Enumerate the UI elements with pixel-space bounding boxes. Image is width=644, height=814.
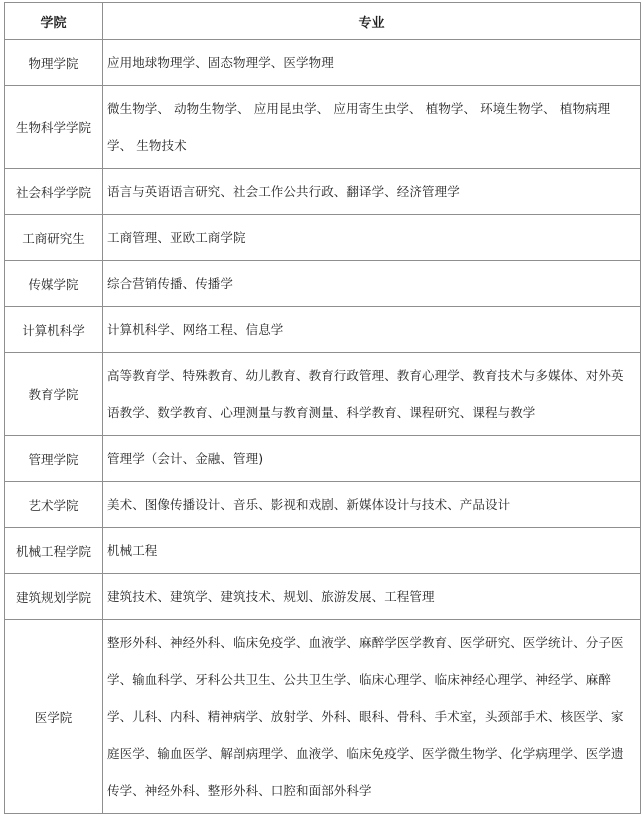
- table-row: [5, 261, 641, 307]
- majors-cell: 美术、图像传播设计、音乐、影视和戏剧、新媒体设计与技术、产品设计: [103, 482, 641, 528]
- table-row: [5, 215, 641, 261]
- majors-cell: 机械工程: [103, 528, 641, 574]
- table-row: [5, 307, 641, 353]
- majors-cell: 建筑技术、建筑学、建筑技术、规划、旅游发展、工程管理: [103, 574, 641, 620]
- majors-table: [4, 2, 641, 814]
- majors-cell: 综合营销传播、传播学: [103, 261, 641, 307]
- majors-cell: 整形外科、神经外科、临床免疫学、血液学、麻醉学医学教育、医学研究、医学统计、分子医学、输血科学、牙科公共卫生、公共卫生学、临床心理学、临床神经心理学、神经学、麻醉学、儿科、内科、精神病学、放射学、外科、眼科、骨科、手术室，头颈部手术、核医学、家庭医学、输血医学、解剖病理学、血液学、临床免疫学、医学微生物学、化学病理学、医学遗传学、神经外科、整形外科、口腔和面部外科学: [103, 620, 641, 814]
- college-cell: 工商研究生: [5, 215, 103, 261]
- table-row: [5, 86, 641, 169]
- college-cell: 管理学院: [5, 436, 103, 482]
- table-row: [5, 528, 641, 574]
- majors-cell: 语言与英语语言研究、社会工作公共行政、翻译学、经济管理学: [103, 169, 641, 215]
- college-cell: 建筑规划学院: [5, 574, 103, 620]
- table-row: [5, 620, 641, 814]
- majors-cell: 高等教育学、特殊教育、幼儿教育、教育行政管理、教育心理学、教育技术与多媒体、对外英语教学、数学教育、心理测量与教育测量、科学教育、课程研究、课程与教学: [103, 353, 641, 436]
- majors-cell: 工商管理、亚欧工商学院: [103, 215, 641, 261]
- college-cell: 生物科学学院: [5, 86, 103, 169]
- header-college: 学院: [5, 3, 103, 40]
- college-cell: 机械工程学院: [5, 528, 103, 574]
- college-cell: 社会科学学院: [5, 169, 103, 215]
- majors-cell: 计算机科学、网络工程、信息学: [103, 307, 641, 353]
- college-cell: 教育学院: [5, 353, 103, 436]
- table-row: [5, 436, 641, 482]
- table-row: [5, 574, 641, 620]
- table-row: [5, 40, 641, 86]
- college-cell: 物理学院: [5, 40, 103, 86]
- college-cell: 传媒学院: [5, 261, 103, 307]
- table-row: [5, 169, 641, 215]
- college-cell: 艺术学院: [5, 482, 103, 528]
- header-majors: 专业: [103, 3, 641, 40]
- college-cell: 计算机科学: [5, 307, 103, 353]
- college-cell: 医学院: [5, 620, 103, 814]
- majors-cell: 应用地球物理学、固态物理学、医学物理: [103, 40, 641, 86]
- majors-cell: 管理学（会计、金融、管理): [103, 436, 641, 482]
- table-row: [5, 482, 641, 528]
- header-row: [5, 3, 641, 40]
- table-row: [5, 353, 641, 436]
- majors-cell: 微生物学、 动物生物学、 应用昆虫学、 应用寄生虫学、 植物学、 环境生物学、 植物病理学、 生物技术: [103, 86, 641, 169]
